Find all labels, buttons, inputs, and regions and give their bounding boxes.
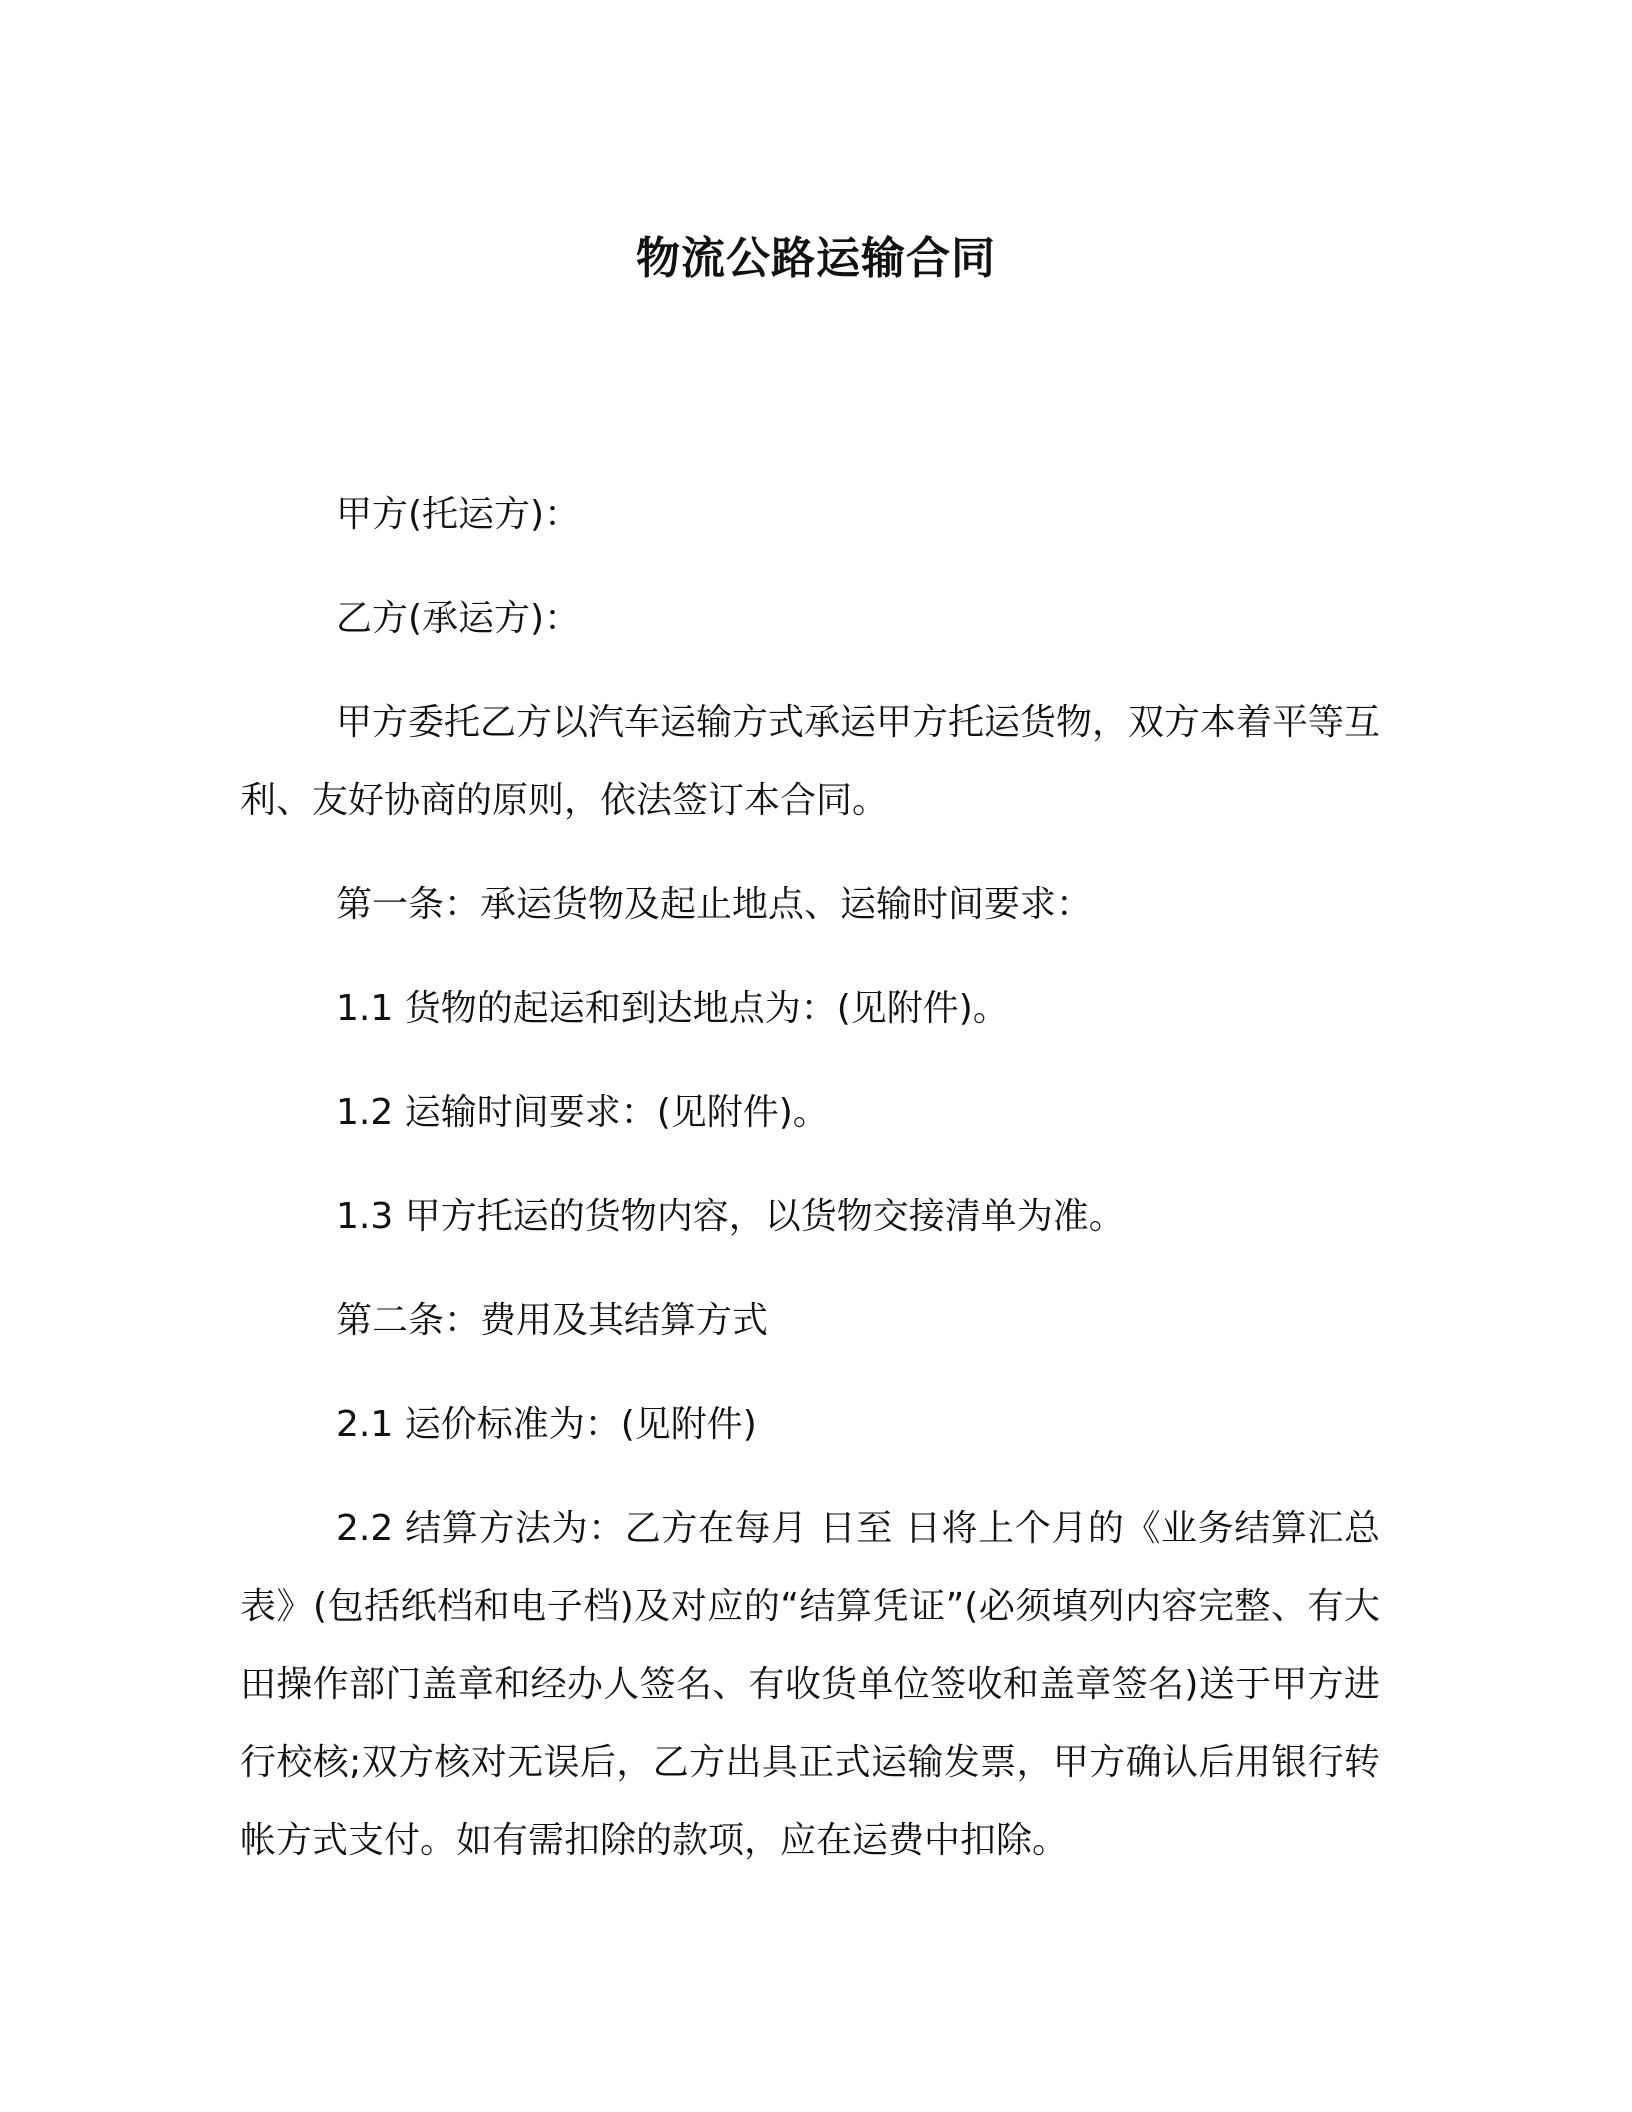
document-title: 物流公路运输合同: [636, 233, 996, 284]
clause-2-2: 2.2 结算方法为：乙方在每月 日至 日将上个月的《业务结算汇总表》(包括纸档和电子档)及对应的“结算凭证”(必须填列内容完整、有大田操作部门盖章和经办人签名、有收货单位签收和盖章签名)送于甲方进行校核;双方核对无误后，乙方出具正式运输发票，甲方确认后用银行转帐方式支付。如有需扣除的款项，应在运费中扣除。: [240, 1508, 1380, 1861]
document-body: [240, 476, 1380, 1906]
clause-1-1: 1.1 货物的起运和到达地点为：(见附件)。: [336, 988, 1009, 1029]
preamble-paragraph: 甲方委托乙方以汽车运输方式承运甲方托运货物，双方本着平等互利、友好协商的原则，依法签订本合同。: [240, 702, 1381, 821]
party-a-line: 甲方(托运方)：: [336, 494, 581, 535]
article-1-heading: 第一条：承运货物及起止地点、运输时间要求：: [336, 884, 1093, 925]
party-b-line: 乙方(承运方)：: [336, 598, 581, 639]
clause-1-3: 1.3 甲方托运的货物内容，以货物交接清单为准。: [336, 1196, 1125, 1237]
clause-2-1: 2.1 运价标准为：(见附件): [336, 1404, 757, 1445]
clause-1-2: 1.2 运输时间要求：(见附件)。: [336, 1092, 829, 1133]
article-2-heading: 第二条：费用及其结算方式: [336, 1300, 769, 1341]
